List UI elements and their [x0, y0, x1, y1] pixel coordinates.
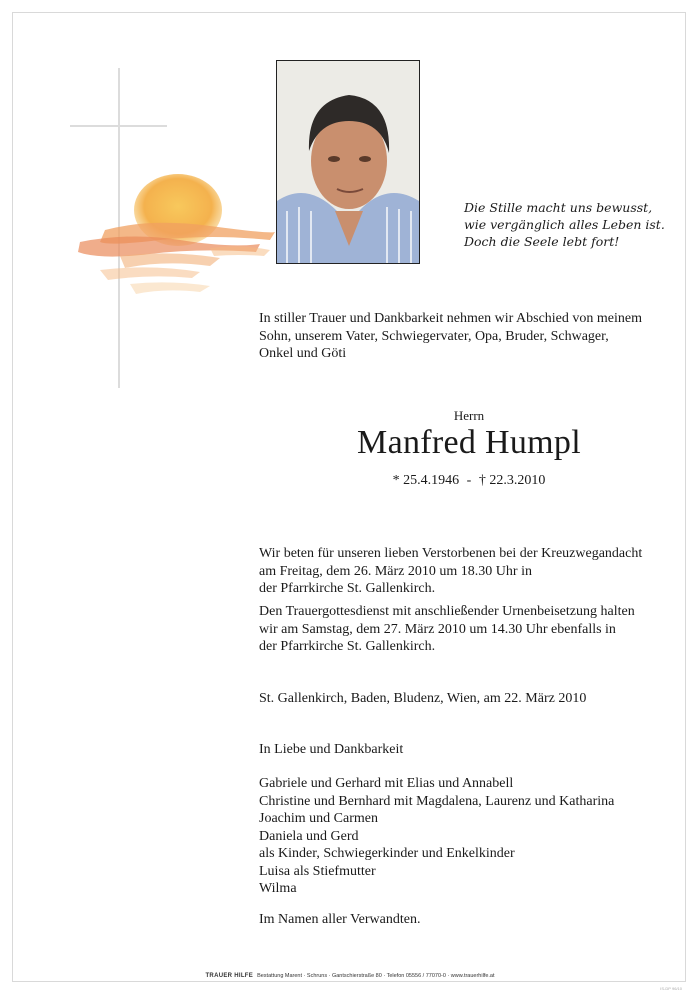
quote-line: Doch die Seele lebt fort! — [464, 234, 620, 249]
mourner-line: als Kinder, Schwiegerkinder und Enkelkinder — [259, 846, 515, 861]
mourner-line: Christine und Bernhard mit Magdalena, Laurenz und Katharina — [259, 793, 615, 809]
service-line: wir am Samstag, dem 27. März 2010 um 14.30 Uhr ebenfalls in — [259, 621, 616, 637]
place-and-date — [259, 690, 679, 708]
quote-line: wie vergänglich alles Leben ist. — [464, 217, 665, 232]
mourner-line: Wilma — [259, 881, 297, 896]
mourner-line: Gabriele und Gerhard mit Elias und Annabell — [259, 776, 514, 791]
document-code: IS-DP 96/10 — [660, 986, 682, 991]
watercolor-sunset-icon — [60, 160, 280, 320]
intro-line: Sohn, unserem Vater, Schwiegervater, Opa, Bruder, Schwager, — [259, 328, 609, 344]
regards-text — [259, 741, 679, 759]
closing-line: Im Namen aller Verwandten. — [259, 912, 421, 927]
quote-line: Die Stille macht uns bewusst, — [464, 200, 653, 215]
portrait-photo — [276, 60, 420, 264]
service-line: am Freitag, dem 26. März 2010 um 18.30 Uhr in — [259, 563, 532, 579]
footer-brand: TRAUER HILFE — [205, 973, 254, 979]
honorific: Herrn — [453, 408, 485, 423]
mourner-line: Joachim und Carmen — [259, 811, 378, 826]
mourner-line: Daniela und Gerd — [259, 828, 359, 844]
footer — [0, 973, 700, 979]
deceased-name: Manfred Humpl — [357, 424, 581, 461]
prayer-service-text — [259, 545, 679, 598]
cross-horizontal-bar — [70, 125, 167, 127]
service-line: Wir beten für unseren lieben Verstorbenen bei der Kreuzwegandacht — [259, 546, 643, 561]
footer-details: Bestattung Marent · Schruns · Gantschierstraße 80 · Telefon 05556 / 77070-0 · www.trauerhilfe.at — [257, 973, 495, 979]
memorial-quote — [464, 199, 679, 250]
death-date: † 22.3.2010 — [478, 473, 546, 488]
regards-line: In Liebe und Dankbarkeit — [259, 742, 404, 757]
intro-text — [259, 310, 679, 363]
mourners-list — [259, 775, 679, 898]
place-date-line: St. Gallenkirch, Baden, Bludenz, Wien, am 22. März 2010 — [259, 691, 587, 706]
date-separator: - — [466, 473, 472, 488]
service-line: der Pfarrkirche St. Gallenkirch. — [259, 581, 436, 596]
intro-line: Onkel und Göti — [259, 346, 347, 361]
service-line: der Pfarrkirche St. Gallenkirch. — [259, 639, 436, 654]
intro-line: In stiller Trauer und Dankbarkeit nehmen wir Abschied von meinem — [259, 311, 642, 326]
service-line: Den Trauergottesdienst mit anschließender Urnenbeisetzung halten — [259, 604, 635, 619]
life-dates — [259, 473, 679, 489]
birth-date: * 25.4.1946 — [392, 473, 460, 488]
closing-text — [259, 911, 679, 929]
funeral-service-text — [259, 603, 679, 656]
mourner-line: Luisa als Stiefmutter — [259, 863, 376, 879]
